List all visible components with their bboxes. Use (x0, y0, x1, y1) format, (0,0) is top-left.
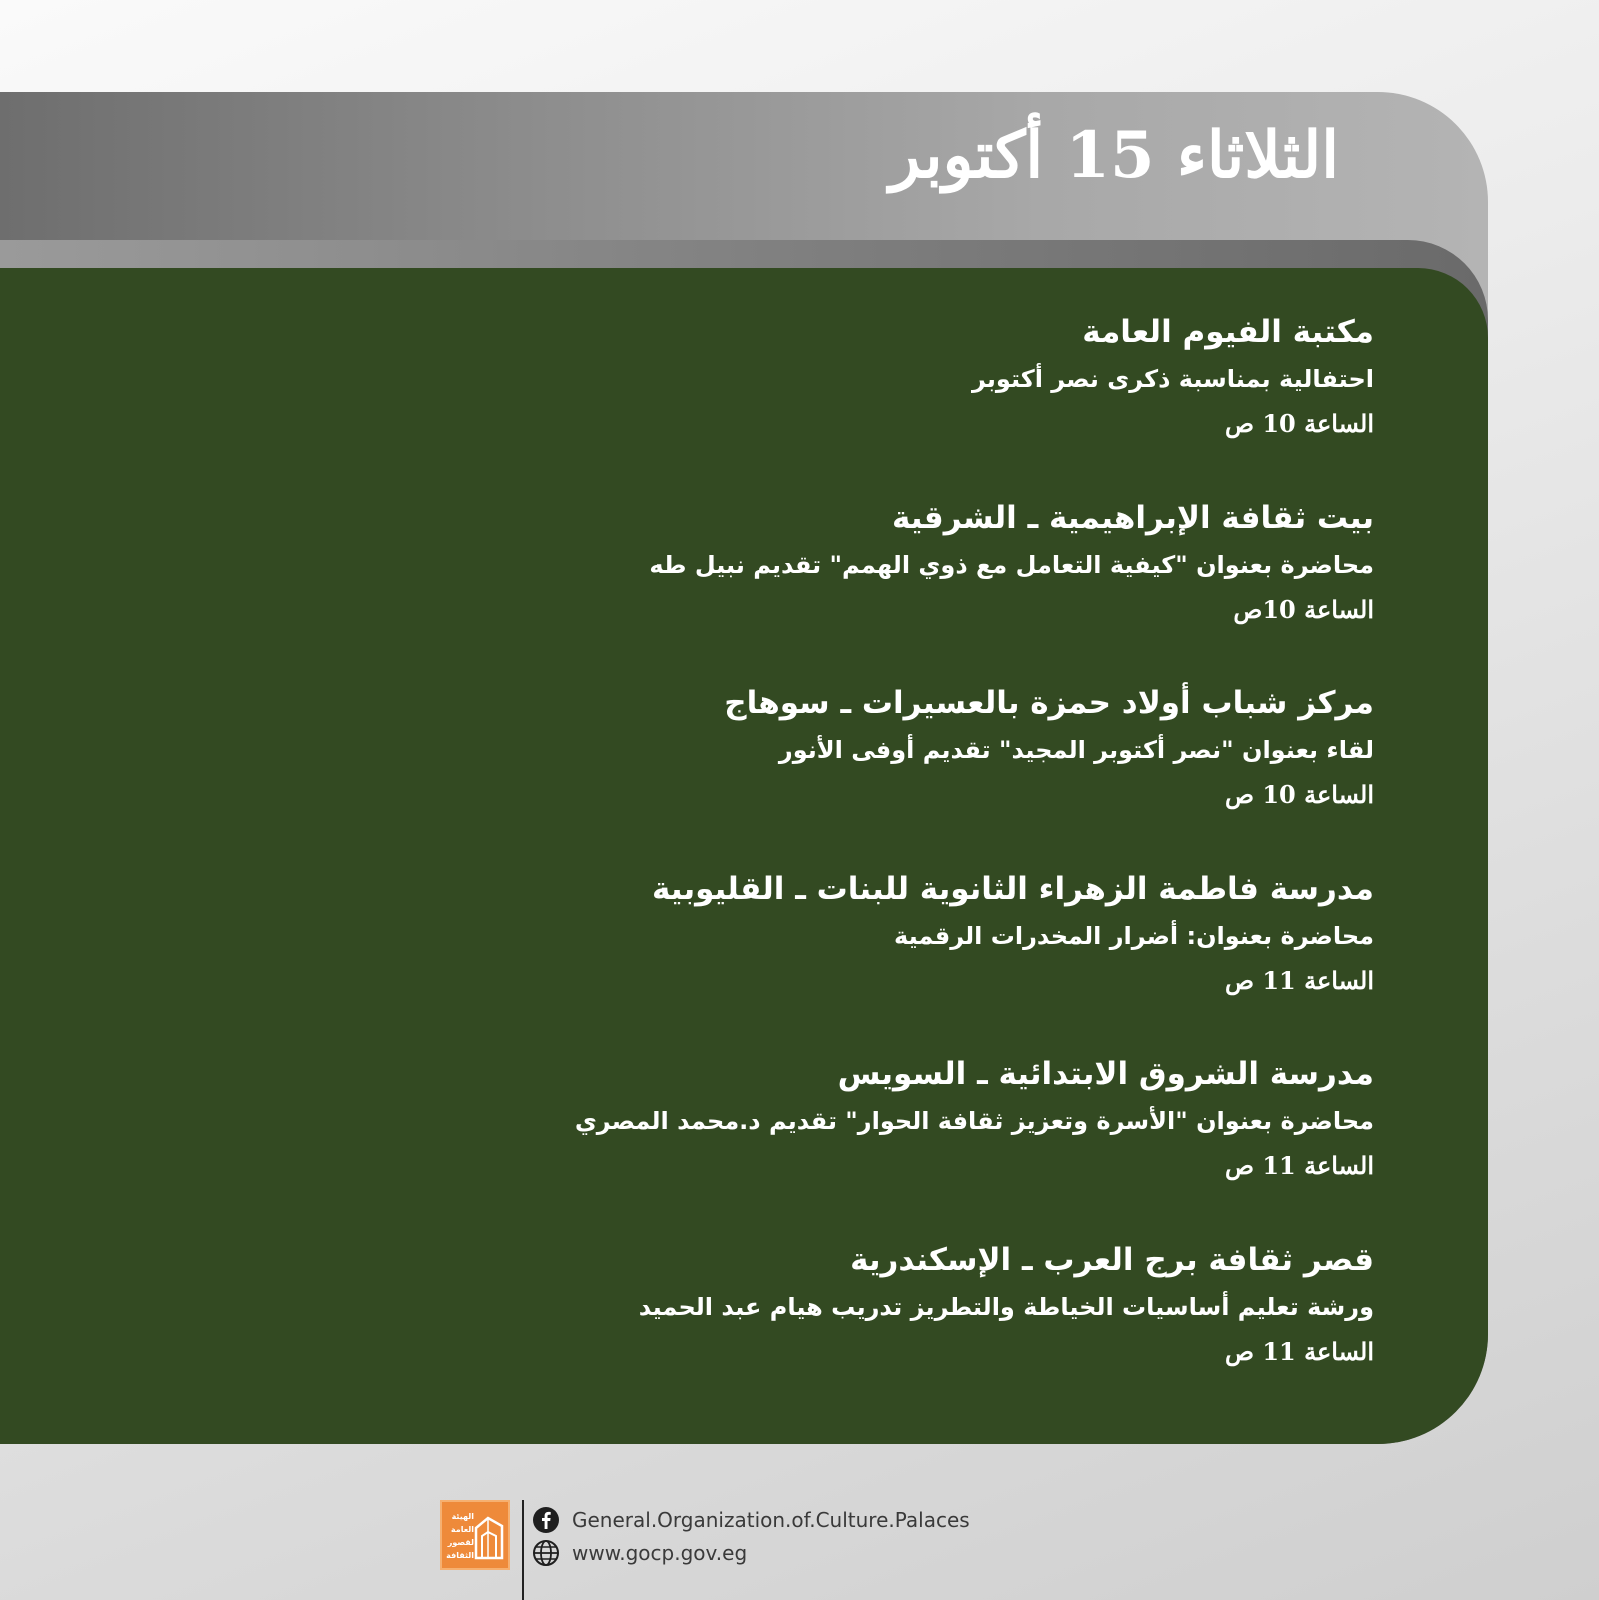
event-description: ورشة تعليم أساسيات الخياطة والتطريز تدريب هيام عبد الحميد (638, 1292, 1374, 1321)
gocp-logo (440, 1500, 510, 1570)
event-time: الساعة 11 ص (1224, 1336, 1374, 1366)
event-time: الساعة 10ص (1233, 594, 1374, 624)
event-venue: مدرسة الشروق الابتدائية ـ السويس (837, 1056, 1374, 1092)
event-item (274, 1050, 1374, 1236)
event-venue: قصر ثقافة برج العرب ـ الإسكندرية (850, 1241, 1374, 1278)
event-time: الساعة 11 ص (1224, 1151, 1374, 1180)
facebook-icon (532, 1506, 560, 1534)
event-description: محاضرة بعنوان: أضرار المخدرات الرقمية (894, 921, 1374, 950)
logo-text-line: لقصور (447, 1538, 474, 1547)
event-time: الساعة 10 ص (1224, 409, 1374, 438)
event-description: محاضرة بعنوان "الأسرة وتعزيز ثقافة الحوار" تقديم د.محمد المصري (574, 1107, 1374, 1135)
footer-divider (522, 1500, 524, 1600)
event-description: احتفالية بمناسبة ذكرى نصر أكتوبر (971, 365, 1374, 393)
website-row[interactable] (532, 1537, 747, 1569)
event-item (274, 679, 1374, 865)
website-link[interactable]: www.gocp.gov.eg (572, 1541, 748, 1565)
logo-text (446, 1510, 474, 1562)
event-venue: بيت ثقافة الإبراهيمية ـ الشرقية (891, 499, 1374, 536)
event-time: الساعة 11 ص (1224, 965, 1374, 995)
logo-building-icon (474, 1514, 504, 1560)
footer (440, 1500, 1040, 1600)
facebook-row[interactable] (532, 1504, 970, 1536)
event-item (274, 494, 1374, 680)
event-venue: مدرسة فاطمة الزهراء الثانوية للبنات ـ القليوبية (652, 870, 1374, 907)
event-description: محاضرة بعنوان "كيفية التعامل مع ذوي الهمم" تقديم نبيل طه (649, 550, 1374, 579)
event-item (274, 308, 1374, 494)
event-item (274, 1236, 1374, 1422)
page-title: الثلاثاء 15 أكتوبر (889, 118, 1339, 193)
globe-icon (532, 1539, 560, 1567)
facebook-handle[interactable]: General.Organization.of.Culture.Palaces (572, 1508, 970, 1532)
event-item (274, 865, 1374, 1051)
event-time: الساعة 10 ص (1224, 780, 1374, 809)
event-venue: مكتبة الفيوم العامة (1082, 314, 1374, 350)
logo-text-line: الهيئة (451, 1512, 474, 1521)
event-venue: مركز شباب أولاد حمزة بالعسيرات ـ سوهاج (724, 685, 1374, 721)
logo-text-line: العامة (450, 1525, 474, 1534)
logo-text-line: الثقافة (446, 1551, 474, 1560)
events-list (274, 308, 1374, 1421)
event-description: لقاء بعنوان "نصر أكتوبر المجيد" تقديم أوفى الأنور (778, 736, 1374, 764)
